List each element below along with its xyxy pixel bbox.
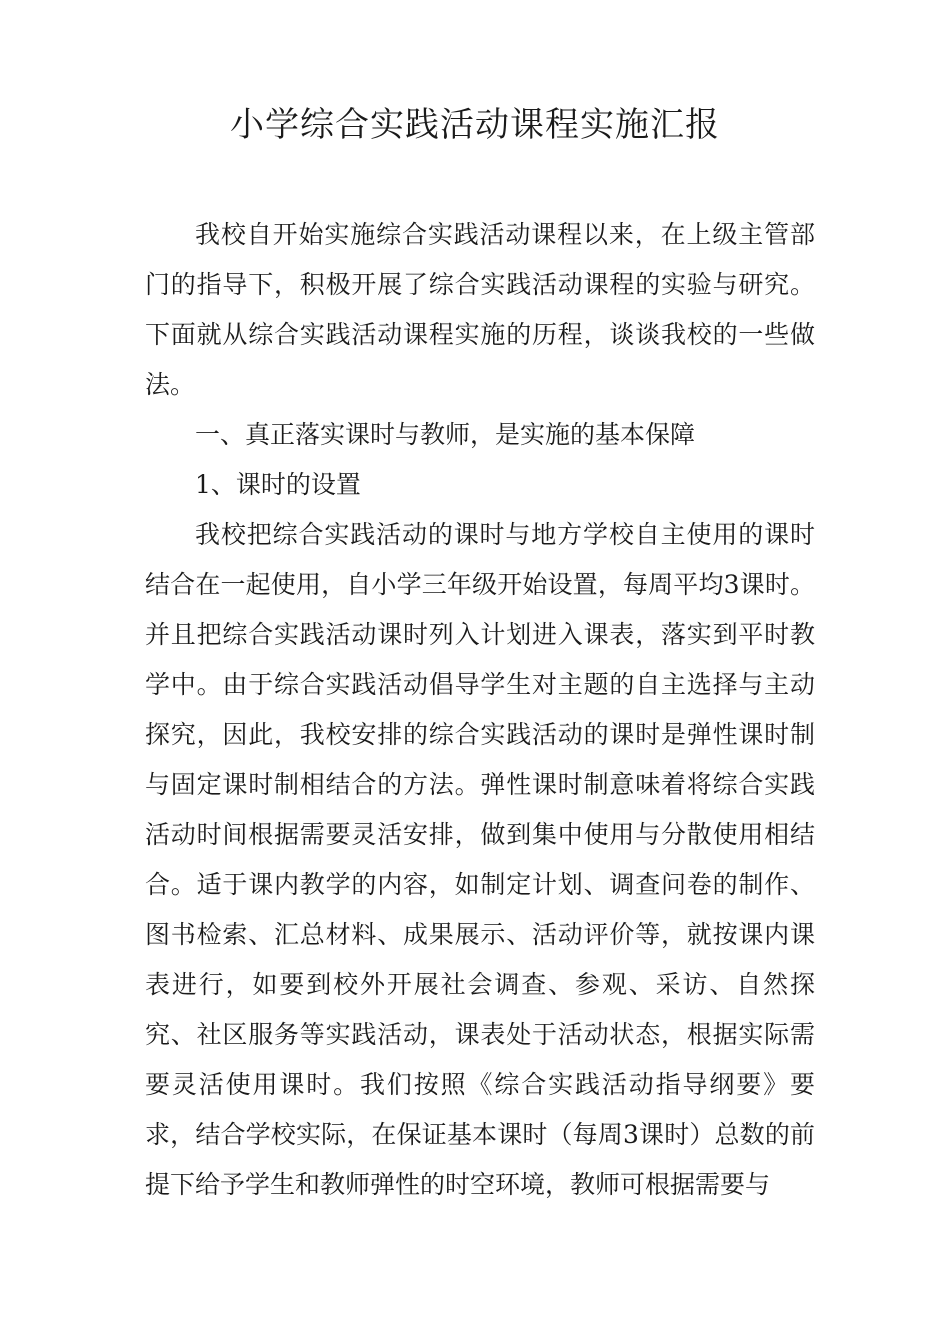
document-body	[145, 210, 815, 1210]
section-heading: 一、真正落实课时与教师，是实施的基本保障	[195, 420, 696, 449]
intro-paragraph: 我校自开始实施综合实践活动课程以来，在上级主管部门的指导下，积极开展了综合实践活动课程的实验与研究。下面就从综合实践活动课程实施的历程，谈谈我校的一些做法。	[145, 220, 815, 399]
document-title: 小学综合实践活动课程实施汇报	[230, 105, 720, 145]
body-paragraph: 我校把综合实践活动的课时与地方学校自主使用的课时结合在一起使用，自小学三年级开始设置，每周平均3课时。并且把综合实践活动课时列入计划进入课表，落实到平时教学中。由于综合实践活动倡导学生对主题的自主选择与主动探究，因此，我校安排的综合实践活动的课时是弹性课时制与固定课时制相结合的方法。弹性课时制意味着将综合实践活动时间根据需要灵活安排，做到集中使用与分散使用相结合。适于课内教学的内容，如制定计划、调查问卷的制作、图书检索、汇总材料、成果展示、活动评价等，就按课内课表进行，如要到校外开展社会调查、参观、采访、自然探究、社区服务等实践活动，课表处于活动状态，根据实际需要灵活使用课时。我们按照《综合实践活动指导纲要》要求，结合学校实际，在保证基本课时（每周3课时）总数的前提下给予学生和教师弹性的时空环境，教师可根据需要与	[145, 520, 815, 1199]
subsection-heading: 1、课时的设置	[195, 470, 361, 499]
